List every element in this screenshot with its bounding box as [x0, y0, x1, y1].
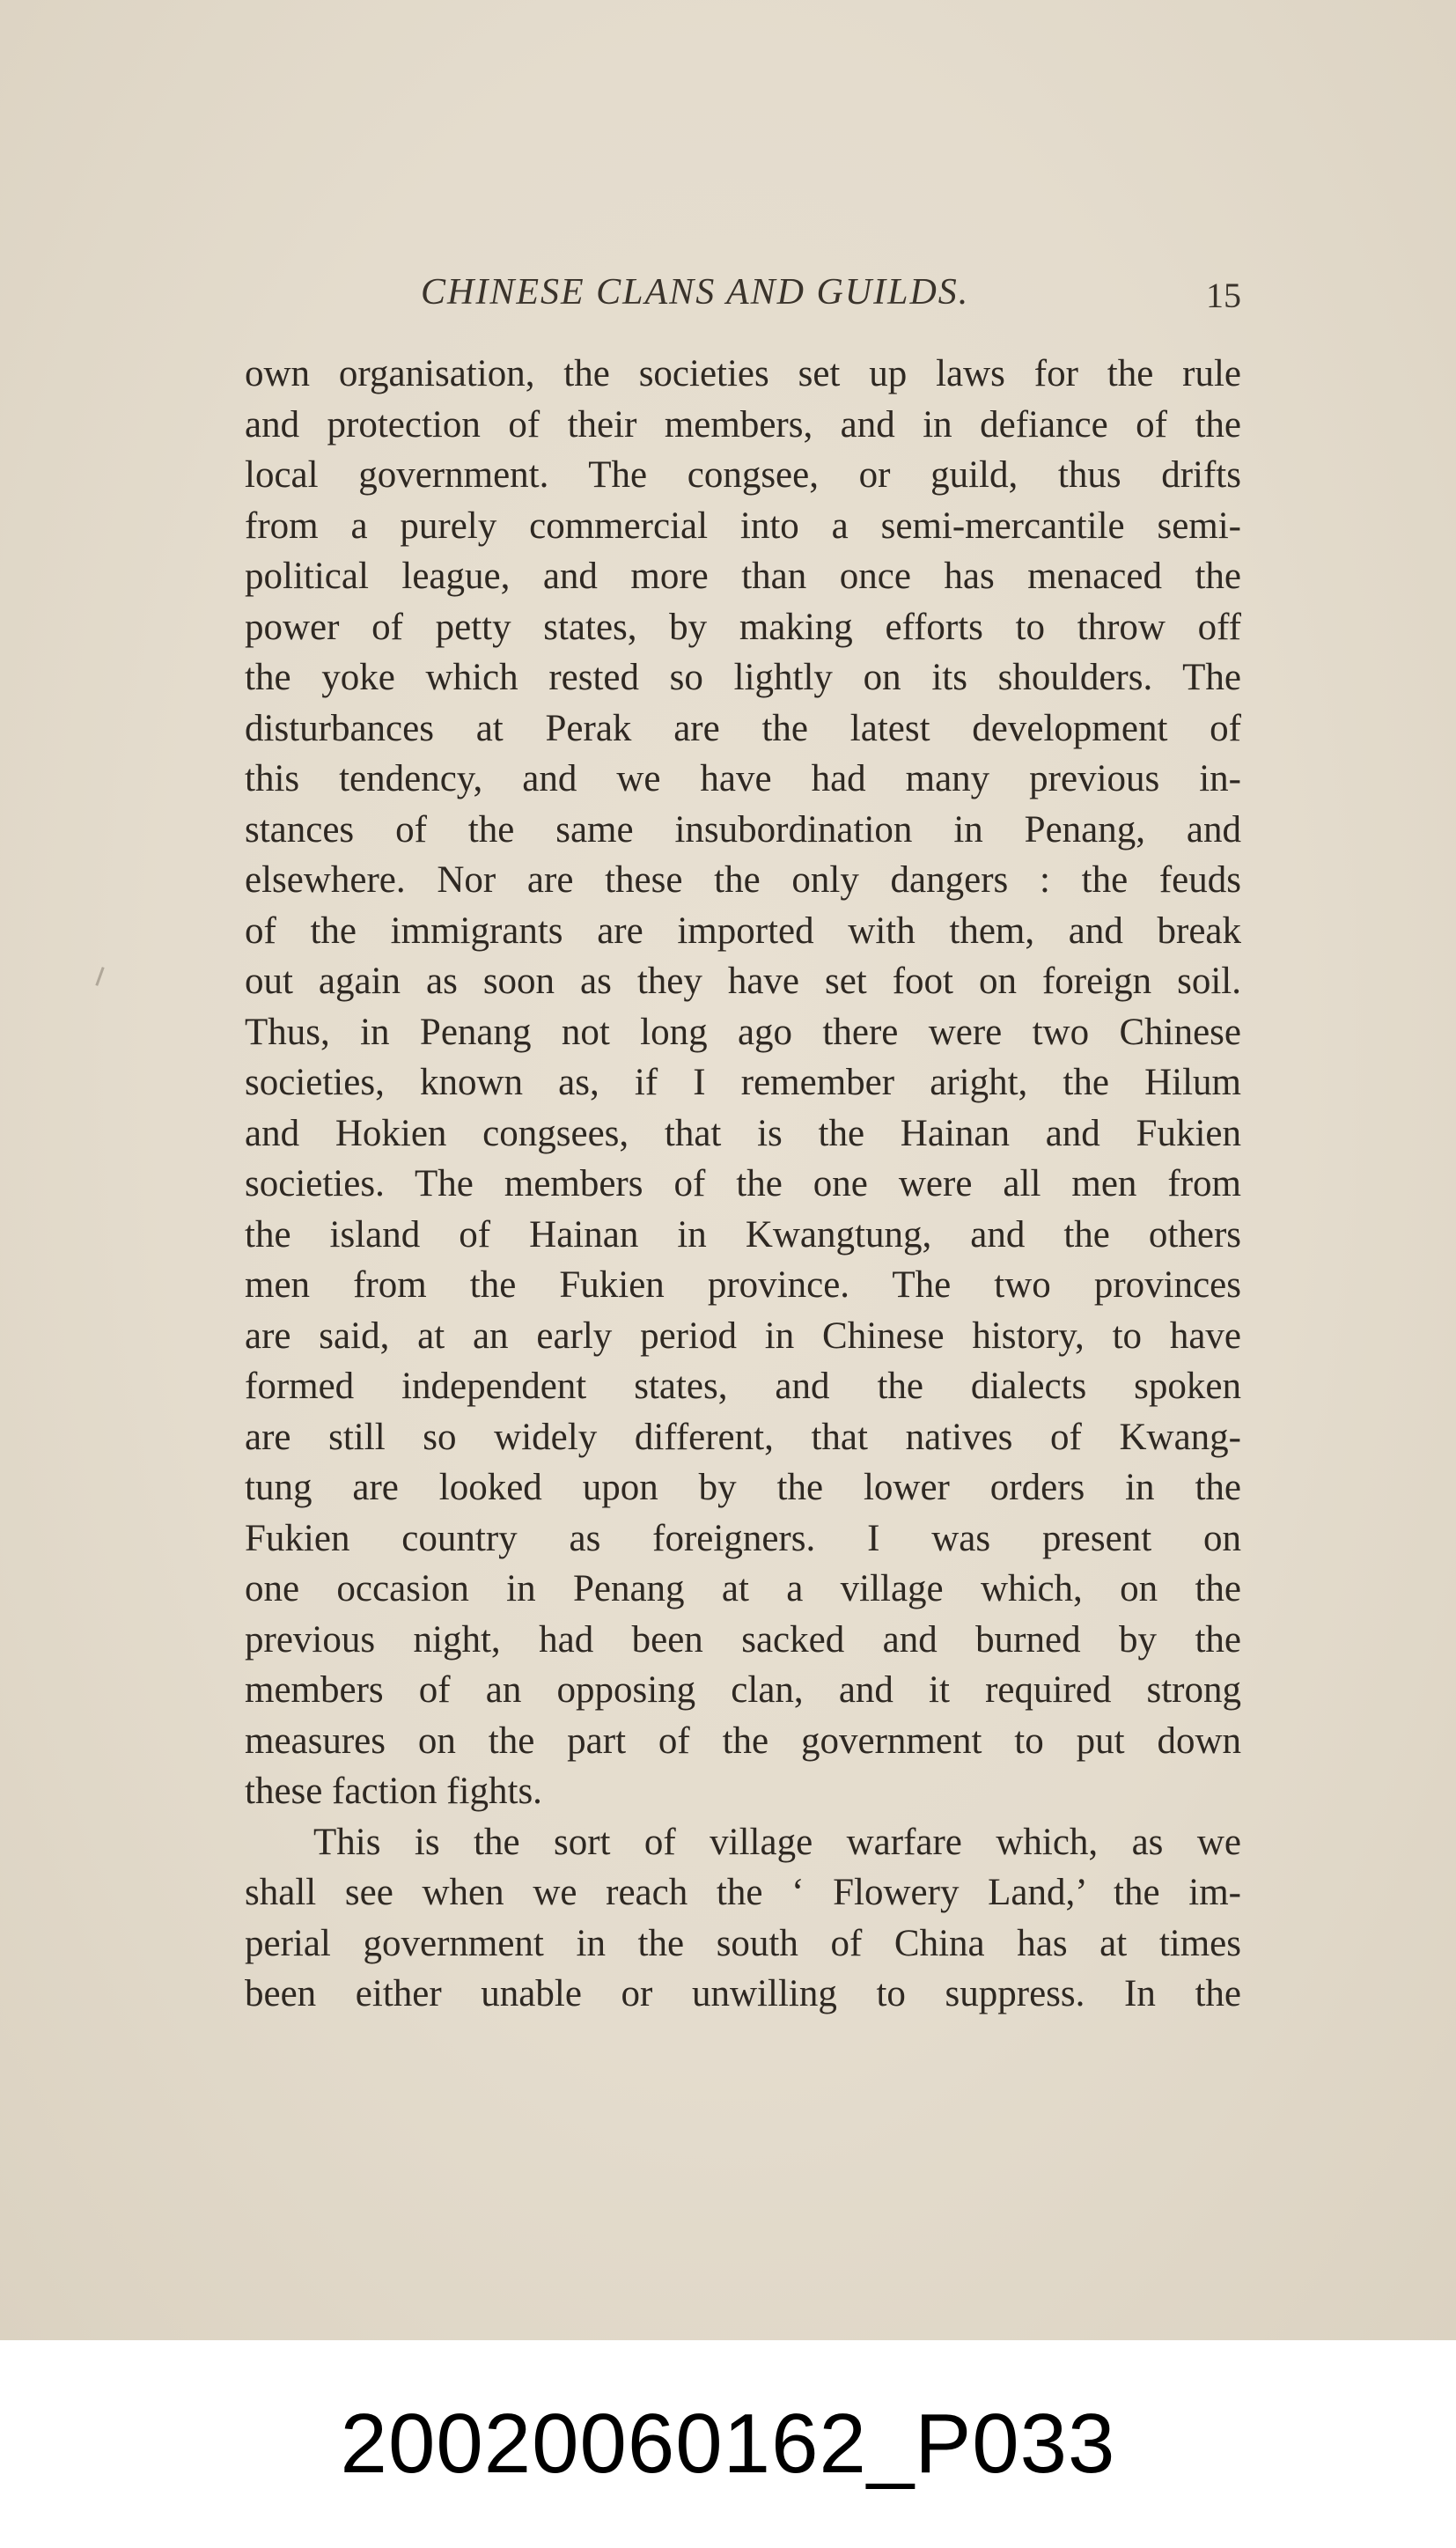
running-head: [245, 271, 1241, 315]
text-line: the yoke which rested so lightly on its shoulders. The: [245, 657, 1241, 698]
running-title: CHINESE CLANS AND GUILDS.: [421, 272, 970, 313]
text-line: the island of Hainan in Kwangtung, and the others: [245, 1213, 1241, 1256]
text-line: men from the Fukien province. The two provinces: [245, 1264, 1241, 1306]
text-line: measures on the part of the government to put down: [245, 1720, 1241, 1762]
text-line: tung are looked upon by the lower orders in the: [245, 1467, 1241, 1508]
image-caption: 20020060162_P033: [340, 2397, 1116, 2491]
text-line: these faction fights.: [245, 1771, 542, 1812]
text-line: political league, and more than once has menaced the: [245, 556, 1241, 597]
text-line: one occasion in Penang at a village which, on the: [245, 1568, 1241, 1609]
text-line: Fukien country as foreigners. I was present on: [245, 1517, 1241, 1559]
text-line: and protection of their members, and in defiance of the: [245, 403, 1241, 446]
text-line: societies, known as, if I remember aright, the Hilum: [245, 1062, 1241, 1103]
body-text: [245, 349, 1241, 2020]
text-line: stances of the same insubordination in Penang, and: [245, 808, 1241, 851]
text-line: elsewhere. Nor are these the only dangers : the feuds: [245, 859, 1241, 901]
text-line: out again as soon as they have set foot on foreign soil.: [245, 961, 1241, 1002]
text-line: disturbances at Perak are the latest development of: [245, 707, 1241, 749]
text-line: members of an opposing clan, and it required strong: [245, 1669, 1241, 1711]
text-line: own organisation, the societies set up laws for the rule: [245, 353, 1241, 394]
text-line: from a purely commercial into a semi-mercantile semi-: [245, 504, 1241, 547]
text-line: power of petty states, by making efforts to throw off: [245, 606, 1241, 648]
paragraph-first-line: This is the sort of village warfare which, as we: [313, 1821, 1241, 1863]
text-line: are said, at an early period in Chinese history, to have: [245, 1315, 1241, 1357]
text-line: of the immigrants are imported with them, and break: [245, 909, 1241, 952]
text-line: shall see when we reach the ‘ Flowery Land,’ the im-: [245, 1872, 1241, 1913]
text-line: formed independent states, and the dialects spoken: [245, 1366, 1241, 1407]
page-number: 15: [1206, 276, 1241, 315]
text-line: Thus, in Penang not long ago there were two Chinese: [245, 1011, 1241, 1053]
text-line: perial government in the south of China has at times: [245, 1922, 1241, 1964]
text-line: societies. The members of the one were all men from: [245, 1163, 1241, 1204]
text-line: previous night, had been sacked and burned by the: [245, 1618, 1241, 1661]
text-line: and Hokien congsees, that is the Hainan and Fukien: [245, 1112, 1241, 1154]
text-line: are still so widely different, that natives of Kwang-: [245, 1416, 1241, 1458]
text-line: this tendency, and we have had many previous in-: [245, 758, 1241, 799]
margin-mark: [95, 967, 104, 986]
text-line: been either unable or unwilling to suppress. In the: [245, 1973, 1241, 2014]
text-line: local government. The congsee, or guild, thus drifts: [245, 454, 1241, 496]
